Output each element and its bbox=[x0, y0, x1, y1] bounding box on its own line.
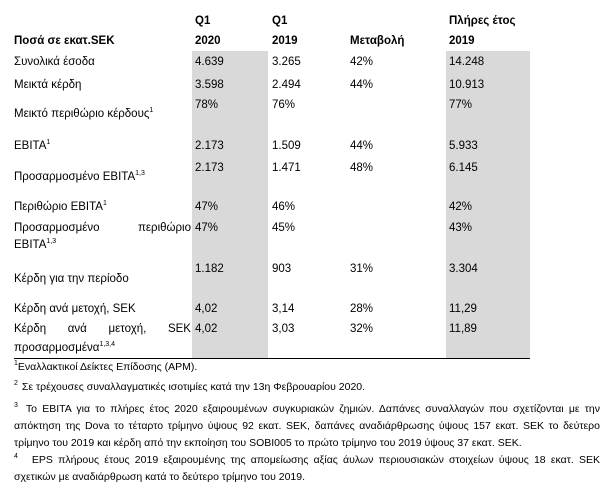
cell-fy-2019: 11,29 bbox=[449, 303, 477, 315]
cell-q1-2019: 2.494 bbox=[272, 79, 301, 91]
row-label: Κέρδη ανά μετοχή, SEK bbox=[14, 303, 136, 315]
row-label-line1 bbox=[14, 221, 191, 235]
cell-change: 44% bbox=[350, 79, 374, 91]
row-label-text: EBITA bbox=[14, 239, 47, 251]
footnote-ref: 1,3 bbox=[135, 170, 145, 177]
cell-q1-2020: 78% bbox=[195, 99, 219, 111]
row-label-text: Περιθώριο EBITA bbox=[14, 201, 103, 213]
cell-q1-2020: 47% bbox=[195, 222, 219, 234]
row-label: Κέρδη για την περίοδο bbox=[14, 273, 129, 285]
footnote-ref: 1 bbox=[149, 107, 154, 114]
row-label-line1 bbox=[14, 322, 191, 336]
cell-fy-2019: 6.145 bbox=[449, 162, 478, 174]
cell-q1-2020: 3.598 bbox=[195, 79, 224, 91]
footnote-text: Το EBITA για το πλήρες έτος 2020 εξαιρουμένων συγκυριακών ζημιών. Δαπάνες συναλλαγών που σχετίζονται με την απόκτηση της Dova το τέταρτο τρίμηνο ύψους 92 εκατ. SEK, δαπάνες αναδιάρθρωσης ύψους 157 εκατ. SEK το δεύτερο τρίμηνο του 2019 και κέρδη από την εκποίηση του SOBI005 το πρώτο τρίμηνο του 2019 ύψους 37 εκατ. SEK. bbox=[14, 403, 600, 449]
footnote-text: EPS πλήρους έτους 2019 εξαιρουμένης της απομείωσης αξίας άυλων περιουσιακών στοιχείων ύψους 18 εκατ. SEK σχετικών με αναδιάρθρωση κατά το δεύτερο τρίμηνο του 2019. bbox=[14, 454, 600, 483]
cell-q1-2020: 4,02 bbox=[195, 303, 218, 315]
cell-q1-2019: 1.509 bbox=[272, 140, 301, 152]
row-label-word: Προσαρμοσμένο bbox=[14, 222, 100, 234]
row-label-text: EBITA bbox=[14, 140, 47, 152]
row-label bbox=[14, 200, 107, 214]
cell-q1-2020: 4.639 bbox=[195, 56, 224, 68]
row-label-text: Μεικτό περιθώριο κέρδους bbox=[14, 108, 150, 120]
cell-q1-2020: 47% bbox=[195, 201, 219, 213]
row-label bbox=[14, 107, 153, 121]
cell-q1-2020: 1.182 bbox=[195, 263, 224, 275]
row-label-line2 bbox=[14, 341, 115, 355]
cell-change: 48% bbox=[350, 162, 374, 174]
cell-fy-2019: 43% bbox=[449, 222, 473, 234]
cell-change: 31% bbox=[350, 263, 374, 275]
row-label-word: μετοχή, bbox=[108, 323, 147, 335]
cell-change: 28% bbox=[350, 303, 374, 315]
footnote-ref: 1 bbox=[46, 139, 51, 146]
cell-fy-2019: 11,89 bbox=[449, 323, 477, 335]
header-q1-2019-line1: Q1 bbox=[272, 15, 288, 27]
cell-q1-2020: 4,02 bbox=[195, 323, 218, 335]
header-change: Μεταβολή bbox=[350, 35, 405, 47]
footnote-ref: 1,3,4 bbox=[99, 341, 116, 348]
cell-fy-2019: 42% bbox=[449, 201, 473, 213]
cell-q1-2019: 903 bbox=[272, 263, 292, 275]
cell-q1-2019: 45% bbox=[272, 222, 296, 234]
header-q1-2019-line2: 2019 bbox=[272, 35, 298, 47]
footnote-1: $^1$Εναλλακτικοί Δείκτες Επίδοσης (APM). bbox=[14, 360, 198, 373]
footnote-4: $^4$ EPS πλήρους έτους 2019 εξαιρουμένης της απομείωσης αξίας άυλων περιουσιακών στοιχείων ύψους 18 εκατ. SEK σχετικών με αναδιάρθρωση κατά το δεύτερο τρίμηνο του 2019. bbox=[14, 453, 600, 483]
cell-change: 42% bbox=[350, 56, 374, 68]
header-full-year-line2: 2019 bbox=[449, 35, 475, 47]
row-label bbox=[14, 139, 50, 153]
row-label bbox=[14, 170, 145, 184]
cell-q1-2019: 3,14 bbox=[272, 303, 295, 315]
header-amounts-label: Ποσά σε εκατ.SEK bbox=[14, 35, 115, 47]
header-q1-2020-line2: 2020 bbox=[195, 35, 221, 47]
cell-change: 32% bbox=[350, 323, 374, 335]
header-q1-2020-line1: Q1 bbox=[195, 15, 211, 27]
cell-q1-2019: 76% bbox=[272, 99, 296, 111]
cell-q1-2019: 3,03 bbox=[272, 323, 295, 335]
row-label: Συνολικά έσοδα bbox=[14, 56, 95, 68]
row-label-text: Προσαρμοσμένο EBITA bbox=[14, 171, 136, 183]
cell-fy-2019: 3.304 bbox=[449, 263, 478, 275]
cell-fy-2019: 77% bbox=[449, 99, 473, 111]
footnote-text: Εναλλακτικοί Δείκτες Επίδοσης (APM). bbox=[17, 361, 198, 373]
cell-change: 44% bbox=[350, 140, 374, 152]
cell-q1-2020: 2.173 bbox=[195, 140, 224, 152]
cell-fy-2019: 14.248 bbox=[449, 56, 485, 68]
row-label: Μεικτά κέρδη bbox=[14, 79, 82, 91]
header-full-year-line1: Πλήρες έτος bbox=[449, 15, 516, 27]
row-label-word: περιθώριο bbox=[137, 222, 191, 234]
footnote-2: $^2$ Σε τρέχουσες συναλλαγματικές ισοτιμίες κατά την 13η Φεβρουαρίου 2020. bbox=[14, 380, 366, 393]
row-label-line2 bbox=[14, 238, 56, 252]
cell-q1-2019: 1.471 bbox=[272, 162, 301, 174]
cell-q1-2019: 46% bbox=[272, 201, 296, 213]
cell-fy-2019: 5.933 bbox=[449, 140, 478, 152]
cell-fy-2019: 10.913 bbox=[449, 79, 485, 91]
cell-q1-2020: 2.173 bbox=[195, 162, 224, 174]
cell-q1-2019: 3.265 bbox=[272, 56, 301, 68]
row-label-text: προσαρμοσμένα bbox=[14, 342, 100, 354]
footnote-ref: 1,3 bbox=[46, 238, 57, 245]
footnote-3: $^3$ Το EBITA για το πλήρες έτος 2020 εξαιρουμένων συγκυριακών ζημιών. Δαπάνες συναλλαγών που σχετίζονται με την απόκτηση της Dova το τέταρτο τρίμηνο ύψους 92 εκατ. SEK, δαπάνες αναδιάρθρωσης ύψους 157 εκατ. SEK το δεύτερο τρίμηνο του 2019 και κέρδη από την εκποίηση του SOBI005 το πρώτο τρίμηνο του 2019 ύψους 37 εκατ. SEK. bbox=[14, 402, 600, 449]
footnote-text: Σε τρέχουσες συναλλαγματικές ισοτιμίες κατά την 13η Φεβρουαρίου 2020. bbox=[21, 381, 366, 393]
row-label-word: SEK bbox=[167, 323, 191, 335]
footnote-ref: 1 bbox=[102, 200, 107, 207]
row-label-word: Κέρδη bbox=[14, 323, 47, 335]
row-label-word: ανά bbox=[67, 323, 87, 335]
